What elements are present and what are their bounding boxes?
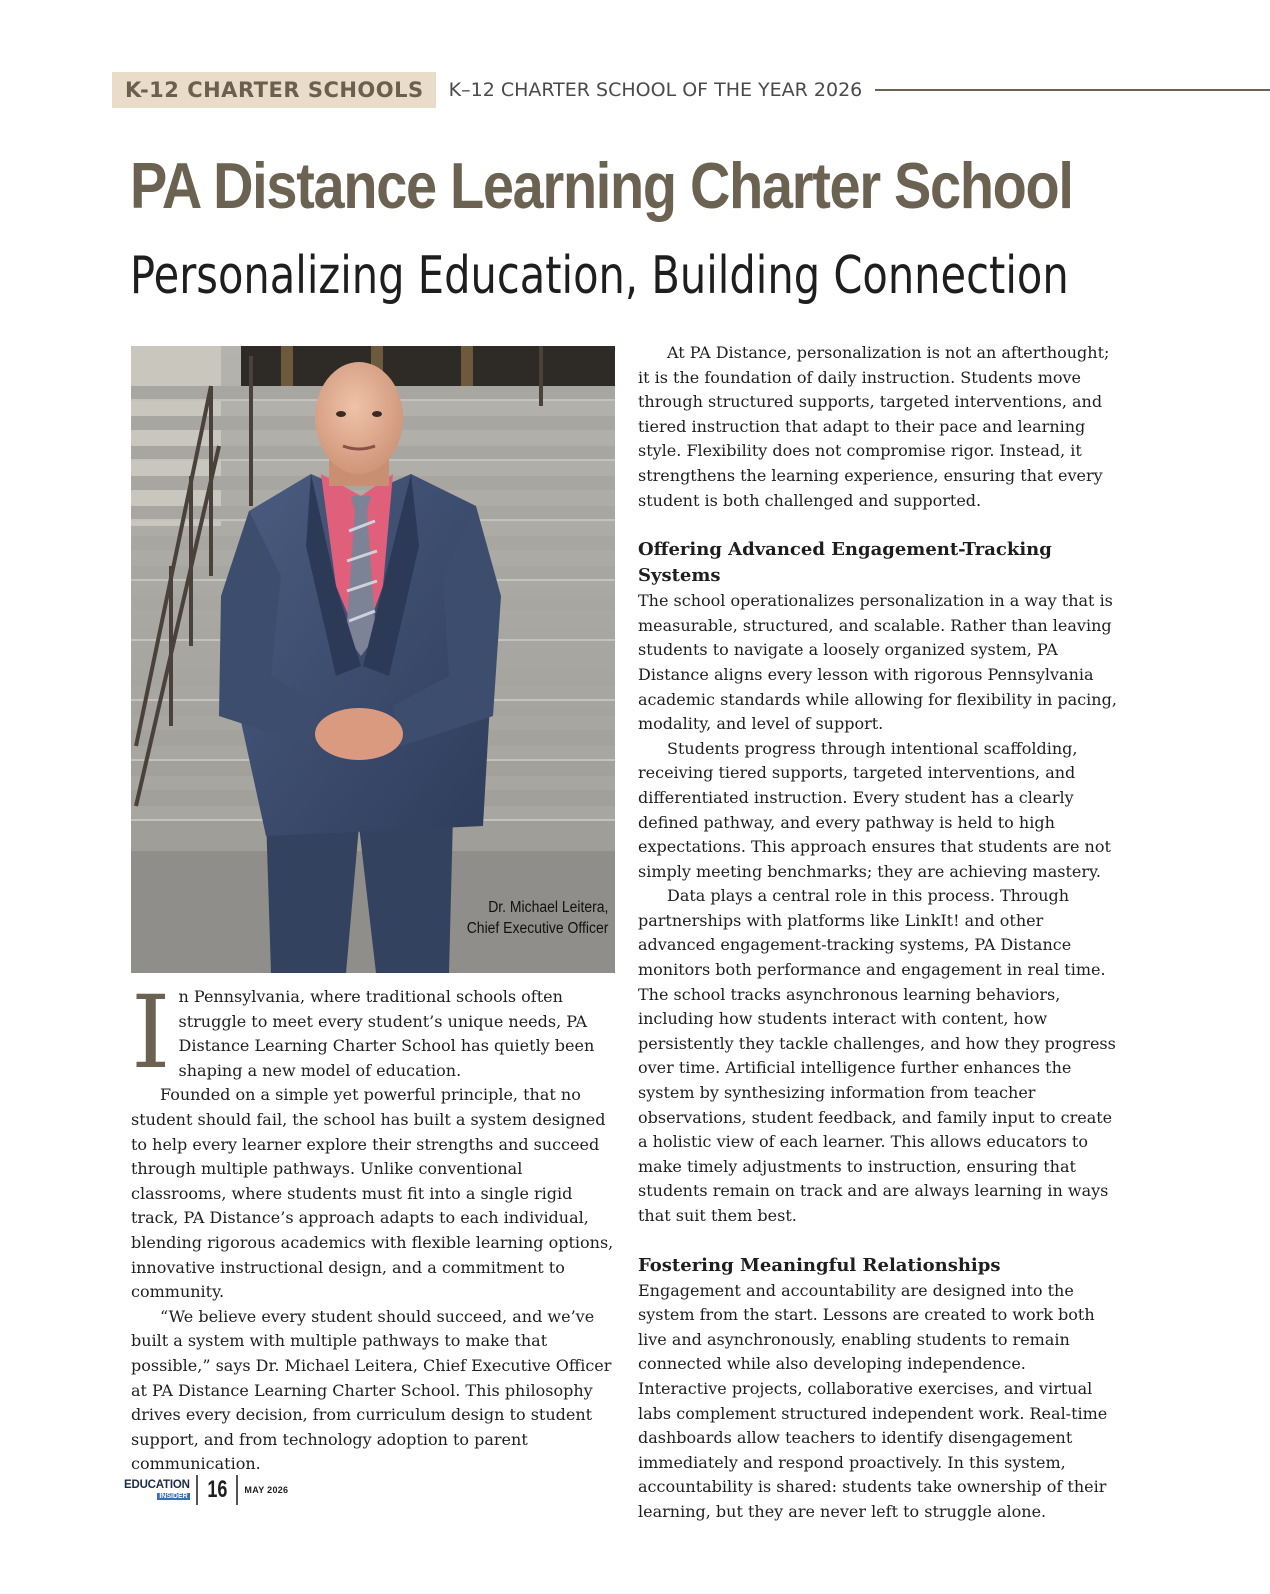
ceo-photo: [131, 346, 615, 973]
photo-caption: [466, 897, 608, 939]
issue-date: MAY 2026: [244, 1485, 289, 1495]
caption-title: Chief Executive Officer: [466, 920, 608, 937]
portrait-illustration: [131, 346, 615, 973]
body-paragraph: Students progress through intentional scaffolding, receiving tiered supports, targeted interventions, and differentiated instruction. Every student has a clearly defined pathway, and every pathway is held to high expectations. This approach ensures that students are not simply meeting benchmarks; they are achieving mastery.: [638, 738, 1111, 881]
logo-sub-text: INSIDER: [159, 1492, 188, 1500]
right-column: [638, 341, 1118, 1525]
header-divider: [875, 89, 1270, 91]
section-subtitle: K–12 CHARTER SCHOOL OF THE YEAR 2026: [448, 79, 863, 101]
logo-main-text: EDUCATION: [124, 1479, 190, 1492]
body-paragraph: The school operationalizes personalization in a way that is measurable, structured, and scalable. Rather than leaving students to navigate a loosely organized system, PA Distance aligns every lesson with rigorous Pennsylvania academic standards while allowing for flexibility in pacing, modality, and level of support.: [638, 591, 1117, 734]
body-paragraph: Engagement and accountability are designed into the system from the start. Lessons are created to work both live and asynchronously, enabling students to remain connected while also developing independence. Interactive projects, collaborative exercises, and virtual labs complement structured independent work. Real-time dashboards allow teachers to identify disengagement immediately and respond proactively. In this system, accountability is shared: students take ownership of their learning, but they are never left to struggle alone.: [638, 1280, 1108, 1521]
section-tag: K-12 CHARTER SCHOOLS: [112, 72, 436, 108]
body-paragraph: “We believe every student should succeed, and we’ve built a system with multiple pathways to make that possible,” says Dr. Michael Leitera, Chief Executive Officer at PA Distance Learning Charter School. This philosophy drives every decision, from curriculum design to student support, and from technology adoption to parent communication.: [131, 1306, 612, 1474]
publication-logo: [124, 1480, 190, 1500]
page-subtitle: Personalizing Education, Building Connection: [130, 246, 1069, 306]
page-title: PA Distance Learning Charter School: [130, 149, 1073, 222]
intro-paragraph: At PA Distance, personalization is not an afterthought; it is the foundation of daily instruction. Students move through structured supports, targeted interventions, and tiered instruction that adapt to their pace and learning style. Flexibility does not compromise rigor. Instead, it strengthens the learning experience, ensuring that every student is both challenged and supported.: [638, 343, 1110, 510]
opening-text: n Pennsylvania, where traditional schools often struggle to meet every student’s unique needs, PA Distance Learning Charter School has quietly been shaping a new model of education.: [178, 987, 595, 1080]
drop-cap: I: [131, 974, 171, 1091]
page-number: 16: [207, 1476, 228, 1503]
left-column: [131, 974, 615, 1477]
caption-name: Dr. Michael Leitera,: [487, 899, 608, 916]
footer-divider: [236, 1475, 238, 1505]
body-paragraph: Data plays a central role in this process. Through partnerships with platforms like LinkIt! and other advanced engagement-tracking systems, PA Distance monitors both performance and engagement in real time. The school tracks asynchronous learning behaviors, including how students interact with content, how persistently they tackle challenges, and how they progress over time. Artificial intelligence further enhances the system by synthesizing information from teacher observations, student feedback, and family input to create a holistic view of each learner. This allows educators to make timely adjustments to instruction, ensuring that students remain on track and are always learning in ways that suit them best.: [638, 886, 1116, 1225]
body-paragraph: Founded on a simple yet powerful principle, that no student should fail, the school has built a system designed to help every learner explore their strengths and succeed through multiple pathways. Unlike conventional classrooms, where students must fit into a single rigid track, PA Distance’s approach adapts to each individual, blending rigorous academics with flexible learning options, innovative instructional design, and a commitment to community.: [131, 1085, 614, 1302]
section-heading-engagement: Offering Advanced Engagement-Tracking Systems: [638, 539, 1052, 587]
section-heading-relationships: Fostering Meaningful Relationships: [638, 1254, 1001, 1276]
footer-divider: [196, 1475, 198, 1505]
section-header: [112, 72, 1270, 108]
page-footer: [124, 1474, 288, 1506]
opening-paragraph: [131, 974, 615, 1091]
